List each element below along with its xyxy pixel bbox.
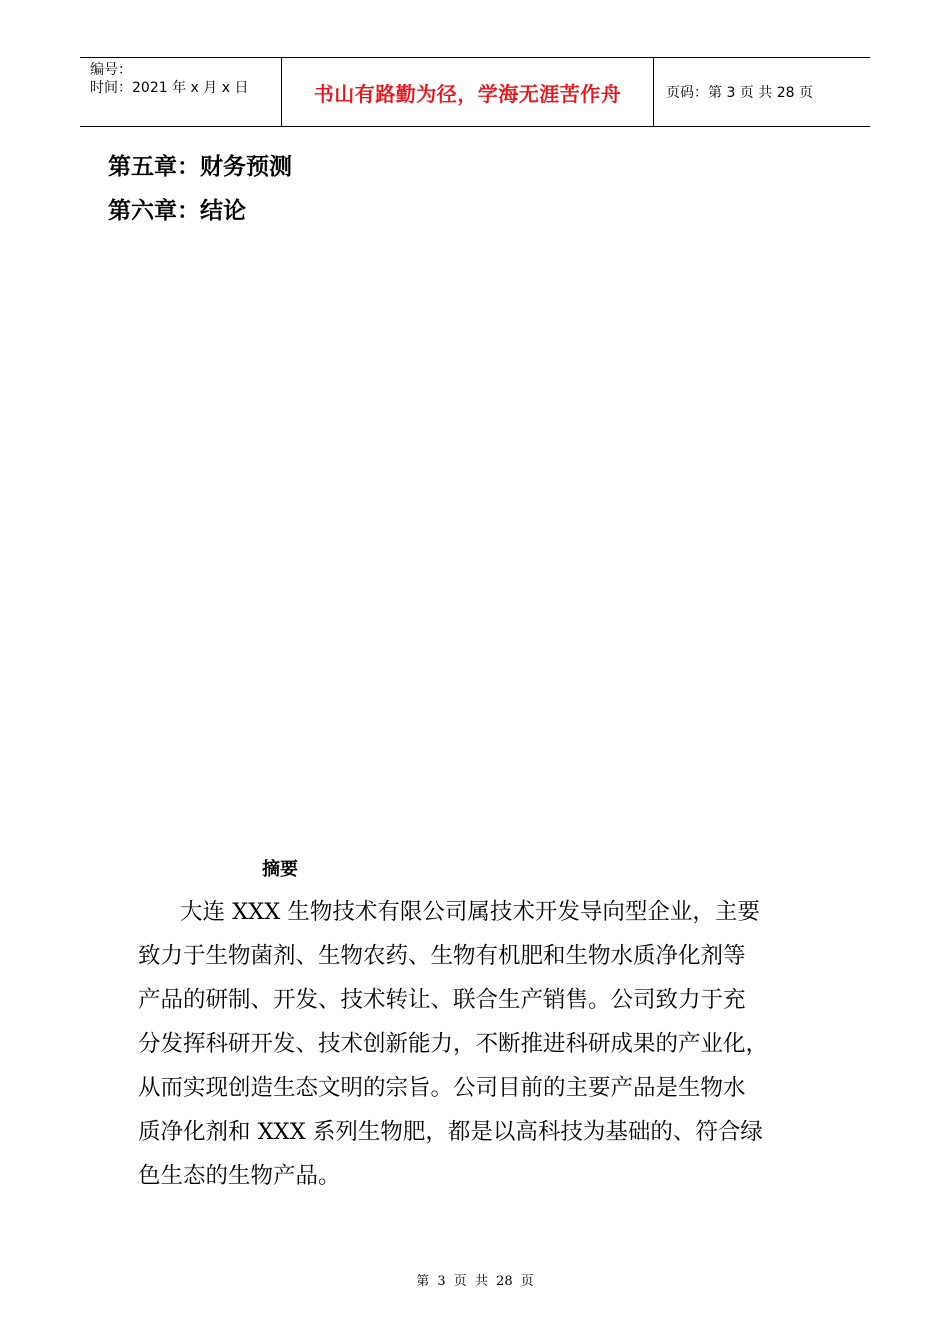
abstract-line: 致力于生物菌剂、生物农药、生物有机肥和生物水质净化剂等 xyxy=(138,943,746,969)
header-motto-cell xyxy=(282,58,654,126)
abstract-line: 从而实现创造生态文明的宗旨。公司目前的主要产品是生物水 xyxy=(138,1075,746,1101)
document-date: 时间：2021 年 x 月 x 日 xyxy=(90,80,249,96)
page-header xyxy=(80,57,870,127)
abstract-line: 大连 XXX 生物技术有限公司属技术开发导向型企业，主要 xyxy=(180,899,760,925)
abstract-body xyxy=(138,890,858,1198)
header-page-code: 页码：第 3 页 共 28 页 xyxy=(666,85,813,101)
abstract-line: 分发挥科研开发、技术创新能力，不断推进科研成果的产业化， xyxy=(138,1031,769,1057)
abstract-line: 色生态的生物产品。 xyxy=(138,1163,341,1189)
page-footer: 第 3 页 共 28 页 xyxy=(416,1274,534,1289)
chapter-heading-6: 第六章：结论 xyxy=(108,197,246,224)
abstract-title: 摘要 xyxy=(262,859,298,880)
document-number-label: 编号： xyxy=(90,62,132,78)
header-page-cell xyxy=(654,58,870,126)
header-motto: 书山有路勤为径，学海无涯苦作舟 xyxy=(313,81,622,106)
chapter-heading-5: 第五章：财务预测 xyxy=(108,153,292,180)
abstract-line: 产品的研制、开发、技术转让、联合生产销售。公司致力于充 xyxy=(138,987,746,1013)
header-info-cell xyxy=(80,58,282,126)
abstract-line: 质净化剂和 XXX 系列生物肥，都是以高科技为基础的、符合绿 xyxy=(138,1119,763,1145)
